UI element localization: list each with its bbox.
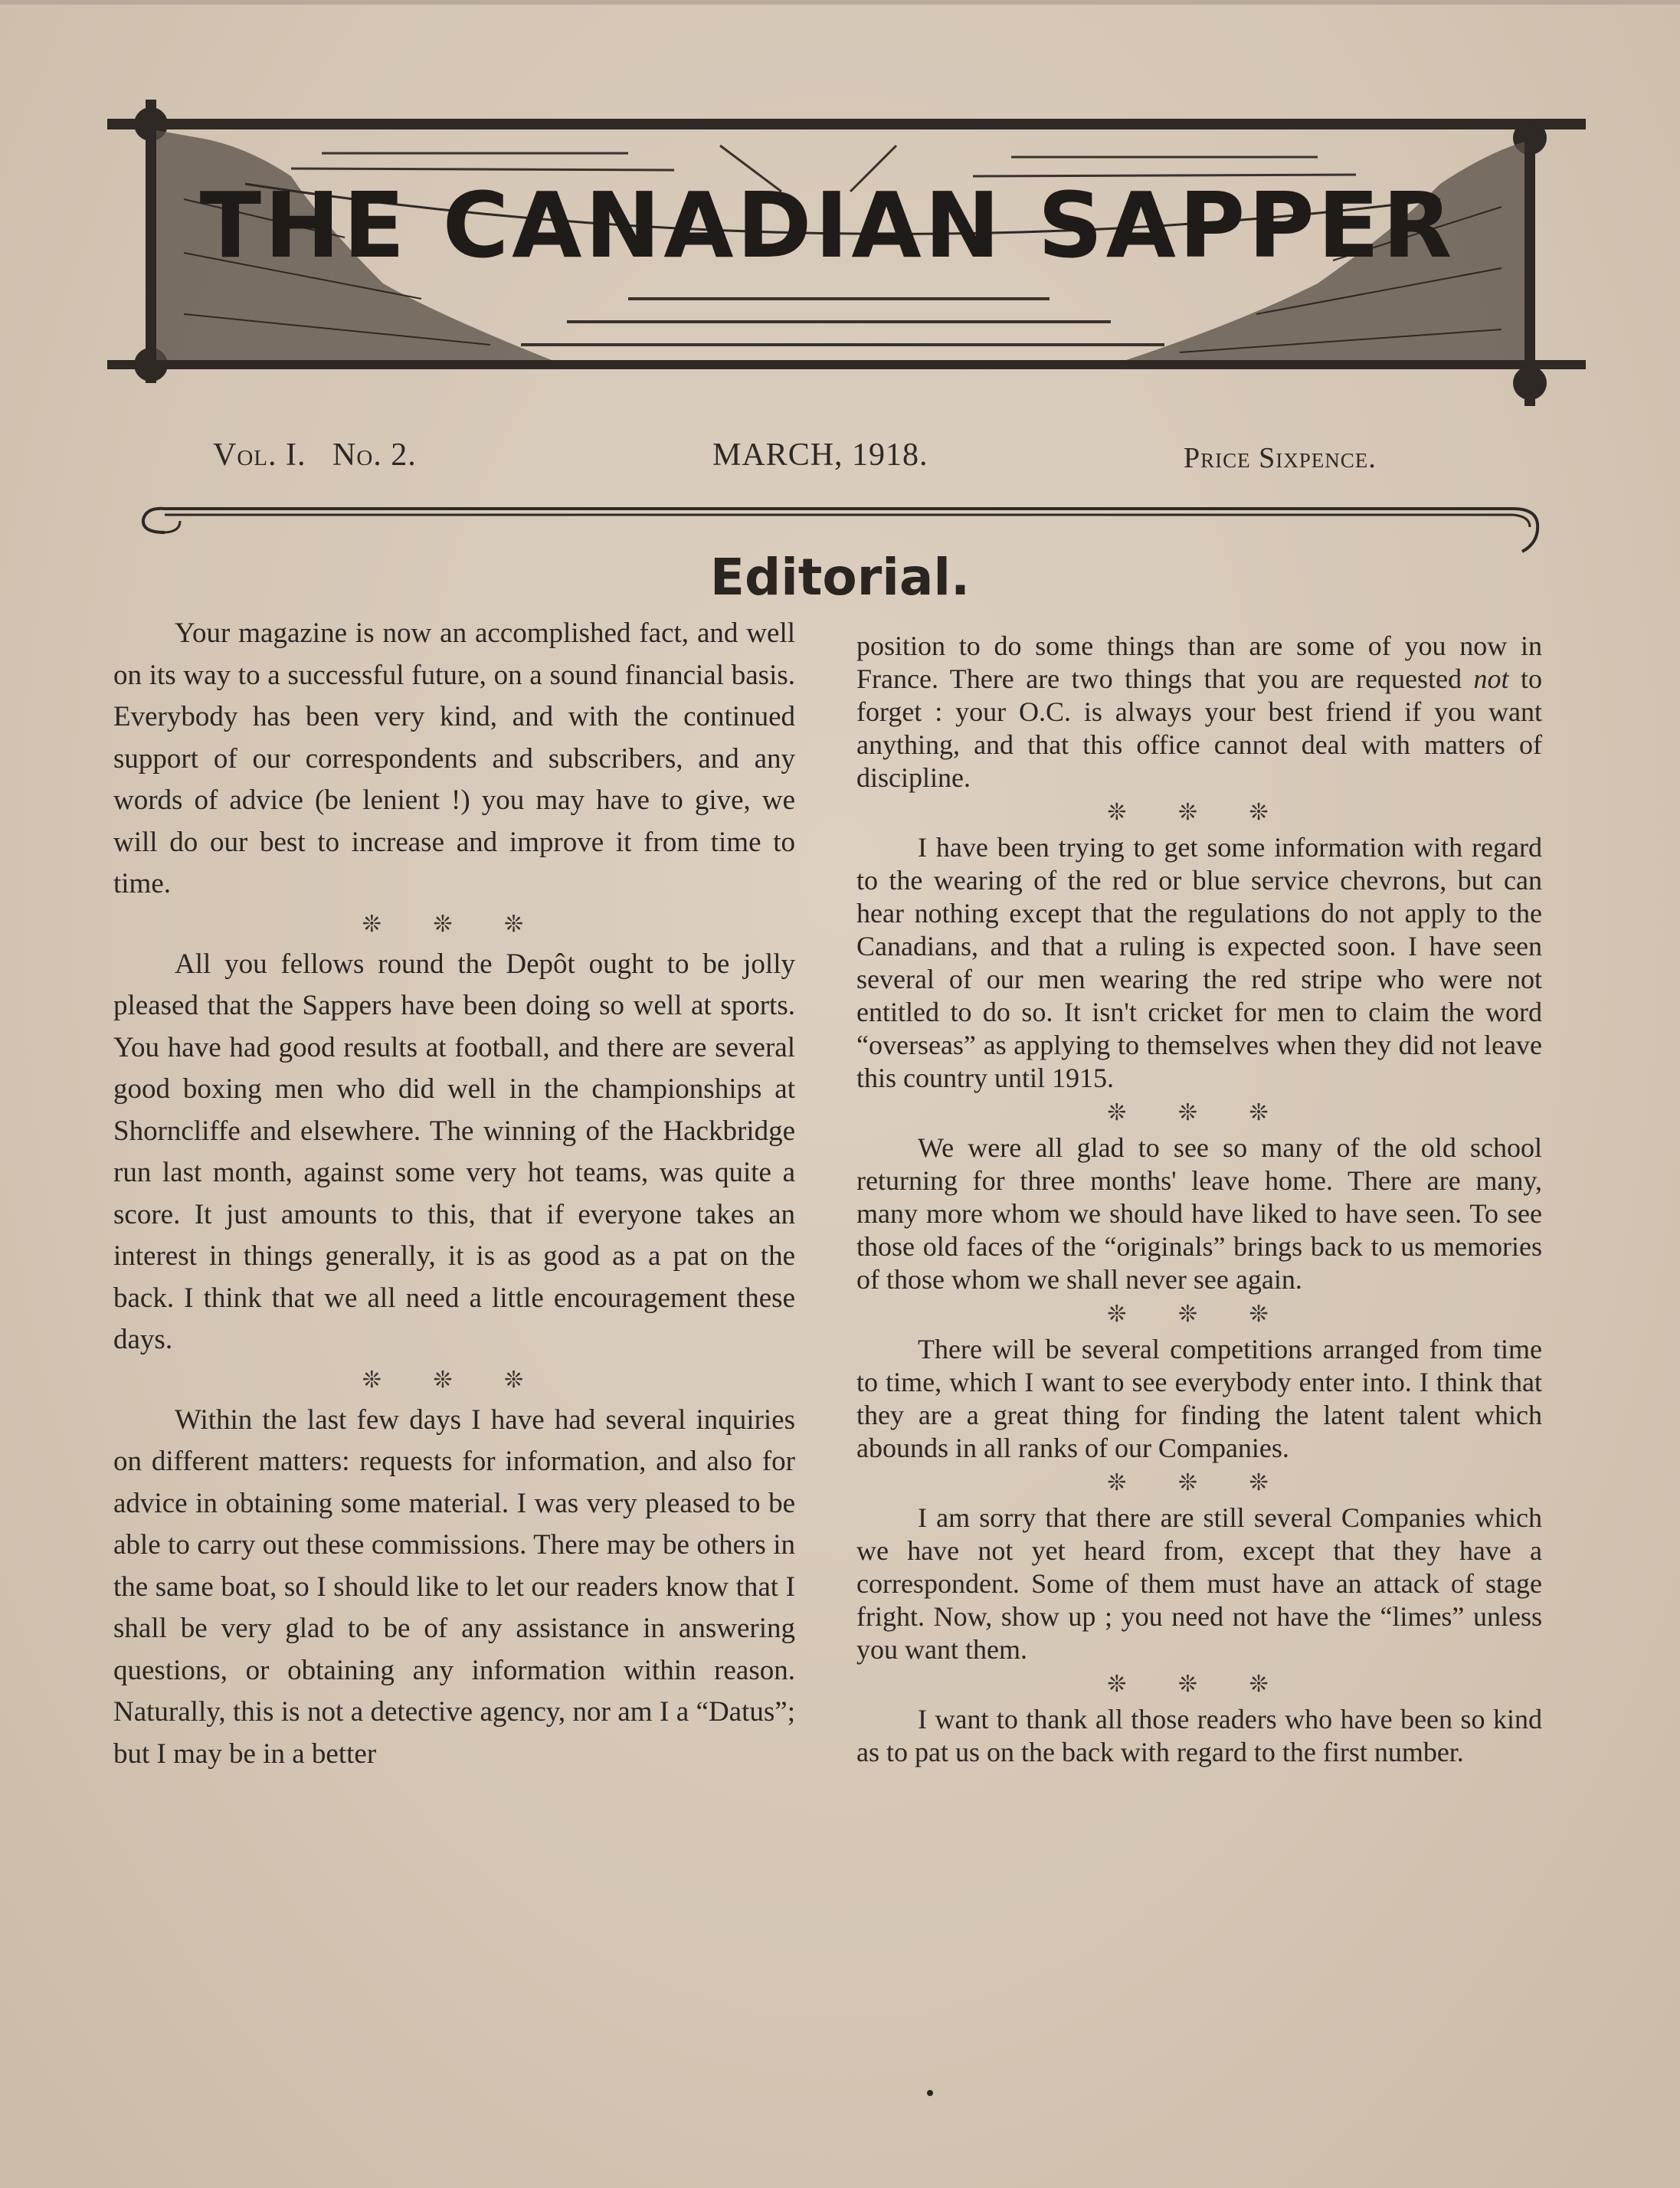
- editorial-right-column: [856, 630, 1542, 1769]
- issue-volume: Vol. I.: [213, 437, 306, 473]
- right-continuation-emphasis: not: [1473, 663, 1509, 694]
- page-top-edge: [0, 0, 1680, 5]
- left-paragraph-2: All you fellows round the Depôt ought to be jolly pleased that the Sappers have been doing so well at sports. You have had good results at football, and there are several good boxing men who did well in the championships at Shorncliffe and elsewhere. The winning of the Hackbridge run last month, against some very hot teams, was quite a score. It just amounts to this, that if everyone takes an interest in things generally, it is as good as a pat on the back. I think that we all need a little encouragement these days.: [113, 948, 795, 1355]
- left-paragraph-1: Your magazine is now an accomplished fact, and well on its way to a successful future, on a sound financial basis. Everybody has been very kind, and with the continued support of our correspondents and subscribers, and any words of advice (be lenient !) you may have to give, we will do our best to increase and improve it from time to time.: [113, 617, 795, 899]
- page-mark: [927, 2090, 933, 2096]
- right-paragraph-5: I want to thank all those readers who have been so kind as to pat us on the back with regard to the first number.: [856, 1704, 1542, 1767]
- right-paragraph-3: There will be several competitions arranged from time to time, which I want to see everybody enter into. I think that they are a great thing for finding the latent talent which abounds in all ranks of our Companies.: [856, 1334, 1542, 1463]
- masthead-illustration: [92, 84, 1593, 421]
- section-separator: ❊ ❊ ❊: [362, 1367, 547, 1393]
- issue-volume-number: [213, 437, 417, 473]
- section-separator: ❊ ❊ ❊: [1107, 800, 1292, 825]
- issue-date: MARCH, 1918.: [712, 437, 928, 473]
- issue-price: Price Sixpence.: [1184, 442, 1377, 474]
- section-separator: ❊ ❊ ❊: [1107, 1470, 1292, 1495]
- section-separator: ❊ ❊ ❊: [362, 911, 547, 937]
- right-continuation-paragraph: [856, 630, 1542, 794]
- right-paragraph-2: We were all glad to see so many of the old school returning for three months' leave home. There are many, many more whom we should have liked to have seen. To see those old faces of the “originals” brings back to us memories of those whom we shall never see again.: [856, 1132, 1542, 1295]
- editorial-heading: Editorial.: [709, 548, 971, 607]
- right-paragraph-4: I am sorry that there are still several Companies which we have not yet heard from, except that they have a correspondent. Some of them must have an attack of stage fright. Now, show up ; you need not have the “limes” unless you want them.: [856, 1502, 1542, 1665]
- editorial-left-column: [113, 613, 795, 1775]
- masthead-title: THE CANADIAN SAPPER: [199, 172, 1456, 278]
- right-continuation-a: position to do some things than are some of you now in France. There are two things that you are requested: [856, 631, 1542, 694]
- section-separator: ❊ ❊ ❊: [1107, 1302, 1292, 1327]
- section-separator: ❊ ❊ ❊: [1107, 1100, 1292, 1125]
- right-paragraph-1: I have been trying to get some information with regard to the wearing of the red or blue service chevrons, but can hear nothing except that the regulations do not apply to the Canadians, and that a ruling is expected soon. I have seen several of our men wearing the red stripe who were not entitled to do so. It isn't cricket for men to claim the word “overseas” as applying to themselves when they did not leave this country until 1915.: [856, 832, 1542, 1093]
- section-separator: ❊ ❊ ❊: [1107, 1672, 1292, 1697]
- masthead-banner: [92, 84, 1593, 421]
- right-continuation-b: to forget : your O.C. is always your best friend if you want anything, and that this office cannot deal with matters of discipline.: [856, 663, 1543, 793]
- left-paragraph-3: Within the last few days I have had several inquiries on different matters: requests for information, and also for advice in obtaining some material. I was very pleased to be able to carry out these commissions. There may be others in the same boat, so I should like to let our readers know that I shall be very glad to be of any assistance in answering questions, or obtaining any information within reason. Naturally, this is not a detective agency, nor am I a “Datus”; but I may be in a better: [113, 1404, 795, 1770]
- issue-info: [0, 437, 1680, 483]
- issue-number: No. 2.: [332, 437, 417, 473]
